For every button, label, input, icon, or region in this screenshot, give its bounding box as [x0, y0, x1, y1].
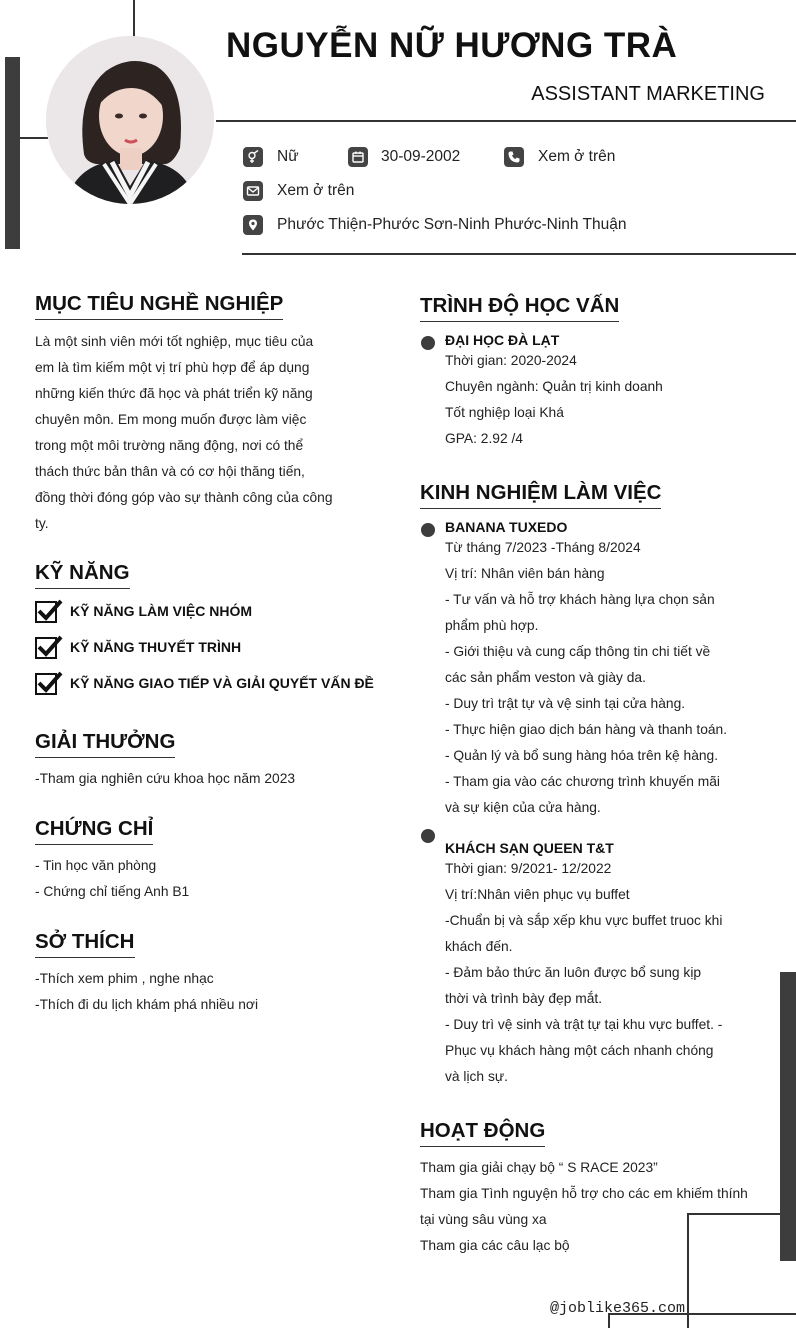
skill-label: KỸ NĂNG LÀM VIỆC NHÓM [70, 603, 252, 619]
education-line: Thời gian: 2020-2024 [445, 353, 577, 368]
job-line: - Tư vấn và hỗ trợ khách hàng lựa chọn sản [445, 592, 715, 607]
education-heading: TRÌNH ĐỘ HỌC VẤN [420, 294, 619, 322]
awards-text [35, 766, 375, 792]
job-line: Từ tháng 7/2023 -Tháng 8/2024 [445, 540, 641, 555]
education-details [445, 348, 775, 452]
skill-item [35, 635, 375, 659]
hobby-line: -Thích xem phim , nghe nhạc [35, 971, 214, 986]
experience-section [420, 481, 780, 509]
job-line: - Duy trì vệ sinh và trật tự tại khu vực buffet. - [445, 1017, 723, 1032]
education-line: GPA: 2.92 /4 [445, 431, 523, 446]
avatar-portrait [46, 36, 214, 204]
job-line: - Quản lý và bổ sung hàng hóa trên kệ hàng. [445, 748, 719, 763]
activity-line: Tham gia Tình nguyện hỗ trợ cho các em khiếm thính [420, 1186, 748, 1201]
objective-line: Là một sinh viên mới tốt nghiệp, mục tiêu của [35, 334, 314, 349]
certificates-heading: CHỨNG CHỈ [35, 817, 153, 845]
education-bullet [421, 336, 435, 350]
gender-icon [243, 147, 263, 167]
job-line: khách đến. [445, 939, 513, 954]
company-name: KHÁCH SẠN QUEEN T&T [445, 840, 614, 856]
education-section [420, 294, 780, 322]
checkbox-checked-icon [35, 671, 61, 695]
job-entry [445, 519, 775, 821]
header-divider-bottom [242, 253, 796, 255]
certificates-text [35, 853, 375, 905]
skill-item [35, 599, 375, 623]
education-line: Chuyên ngành: Quản trị kinh doanh [445, 379, 663, 394]
job-position: ASSISTANT MARKETING [531, 83, 765, 105]
job-line: Thời gian: 9/2021- 12/2022 [445, 861, 612, 876]
hobbies-section [35, 930, 375, 1018]
skills-section [35, 561, 375, 695]
calendar-icon [348, 147, 368, 167]
experience-heading: KINH NGHIỆM LÀM VIỆC [420, 481, 661, 509]
activities-section [420, 1119, 775, 1259]
objective-line: thách thức bản thân và có cơ hội thăng tiến, [35, 464, 305, 479]
objective-line: ty. [35, 516, 49, 531]
objective-text [35, 329, 355, 537]
job-line: - Tham gia vào các chương trình khuyến mãi [445, 774, 720, 789]
education-line: Tốt nghiệp loại Khá [445, 405, 564, 420]
job-line: Vị trí:Nhân viên phục vụ buffet [445, 887, 630, 902]
right-accent-bar [780, 972, 796, 1261]
awards-line: -Tham gia nghiên cứu khoa học năm 2023 [35, 771, 296, 786]
activity-line: tại vùng sâu vùng xa [420, 1212, 547, 1227]
certificate-line: - Chứng chỉ tiếng Anh B1 [35, 884, 190, 899]
candidate-name: NGUYỄN NỮ HƯƠNG TRÀ [226, 26, 678, 65]
awards-section [35, 730, 375, 792]
school-name: ĐẠI HỌC ĐÀ LẠT [445, 332, 560, 348]
objective-line: trong một môi trường năng động, nơi có thể [35, 438, 304, 453]
job-line: Phục vụ khách hàng một cách nhanh chóng [445, 1043, 714, 1058]
checkbox-checked-icon [35, 635, 61, 659]
certificate-line: - Tin học văn phòng [35, 858, 157, 873]
job-line: -Chuẩn bị và sắp xếp khu vực buffet truoc khi [445, 913, 723, 928]
top-vertical-line [133, 0, 135, 40]
phone-value: Xem ở trên [538, 148, 616, 165]
job-line: thời và trình bày đẹp mắt. [445, 991, 603, 1006]
education-entry [445, 332, 775, 452]
job-line: - Giới thiệu và cung cấp thông tin chi tiết về [445, 644, 711, 659]
objective-line: đồng thời đóng góp vào sự thành công của công [35, 490, 333, 505]
checkbox-checked-icon [35, 599, 61, 623]
objective-section [35, 292, 355, 537]
header-divider-top [216, 120, 796, 122]
awards-heading: GIẢI THƯỞNG [35, 730, 175, 758]
location-icon [243, 215, 263, 235]
objective-line: những kiến thức đã học và phát triển kỹ năng [35, 386, 313, 401]
phone-icon [504, 147, 524, 167]
job-details [445, 856, 775, 1090]
job-bullet [421, 523, 435, 537]
footer-watermark: @joblike365.com [550, 1300, 686, 1317]
objective-line: chuyên môn. Em mong muốn được làm việc [35, 412, 307, 427]
hobbies-text [35, 966, 375, 1018]
activity-line: Tham gia các câu lạc bộ [420, 1238, 570, 1253]
job-entry [445, 840, 775, 1090]
job-line: - Thực hiện giao dịch bán hàng và thanh toán. [445, 722, 728, 737]
job-line: và sự kiện của cửa hàng. [445, 800, 601, 815]
certificates-section [35, 817, 375, 905]
skill-item [35, 671, 375, 695]
activities-heading: HOẠT ĐỘNG [420, 1119, 545, 1147]
job-line: - Duy trì trật tự và vệ sinh tại cửa hàng. [445, 696, 686, 711]
company-name: BANANA TUXEDO [445, 519, 568, 535]
job-line: Vị trí: Nhân viên bán hàng [445, 566, 605, 581]
job-line: - Đảm bảo thức ăn luôn được bổ sung kịp [445, 965, 702, 980]
objective-line: em là tìm kiếm một vị trí phù hợp để áp dụng [35, 360, 310, 375]
activity-line: Tham gia giải chạy bộ “ S RACE 2023” [420, 1160, 658, 1175]
job-line: các sản phẩm veston và giày da. [445, 670, 646, 685]
left-accent-bar [5, 57, 20, 249]
hobbies-heading: SỞ THÍCH [35, 930, 135, 958]
objective-heading: MỤC TIÊU NGHỀ NGHIỆP [35, 292, 283, 320]
left-connector-line [20, 137, 48, 139]
gender-value: Nữ [277, 148, 299, 165]
job-bullet [421, 829, 435, 843]
skill-label: KỸ NĂNG GIAO TIẾP VÀ GIẢI QUYẾT VẤN ĐỀ [70, 675, 374, 691]
email-value: Xem ở trên [277, 182, 355, 199]
skills-heading: KỸ NĂNG [35, 561, 130, 589]
address-value: Phước Thiện-Phước Sơn-Ninh Phước-Ninh Thuận [277, 216, 627, 233]
avatar [46, 36, 214, 204]
job-line: và lịch sự. [445, 1069, 508, 1084]
skill-label: KỸ NĂNG THUYẾT TRÌNH [70, 639, 242, 655]
job-details [445, 535, 775, 821]
birthday-value: 30-09-2002 [381, 148, 461, 165]
hobby-line: -Thích đi du lịch khám phá nhiều nơi [35, 997, 259, 1012]
email-icon [243, 181, 263, 201]
activities-text [420, 1155, 775, 1259]
job-line: phẩm phù hợp. [445, 618, 539, 633]
